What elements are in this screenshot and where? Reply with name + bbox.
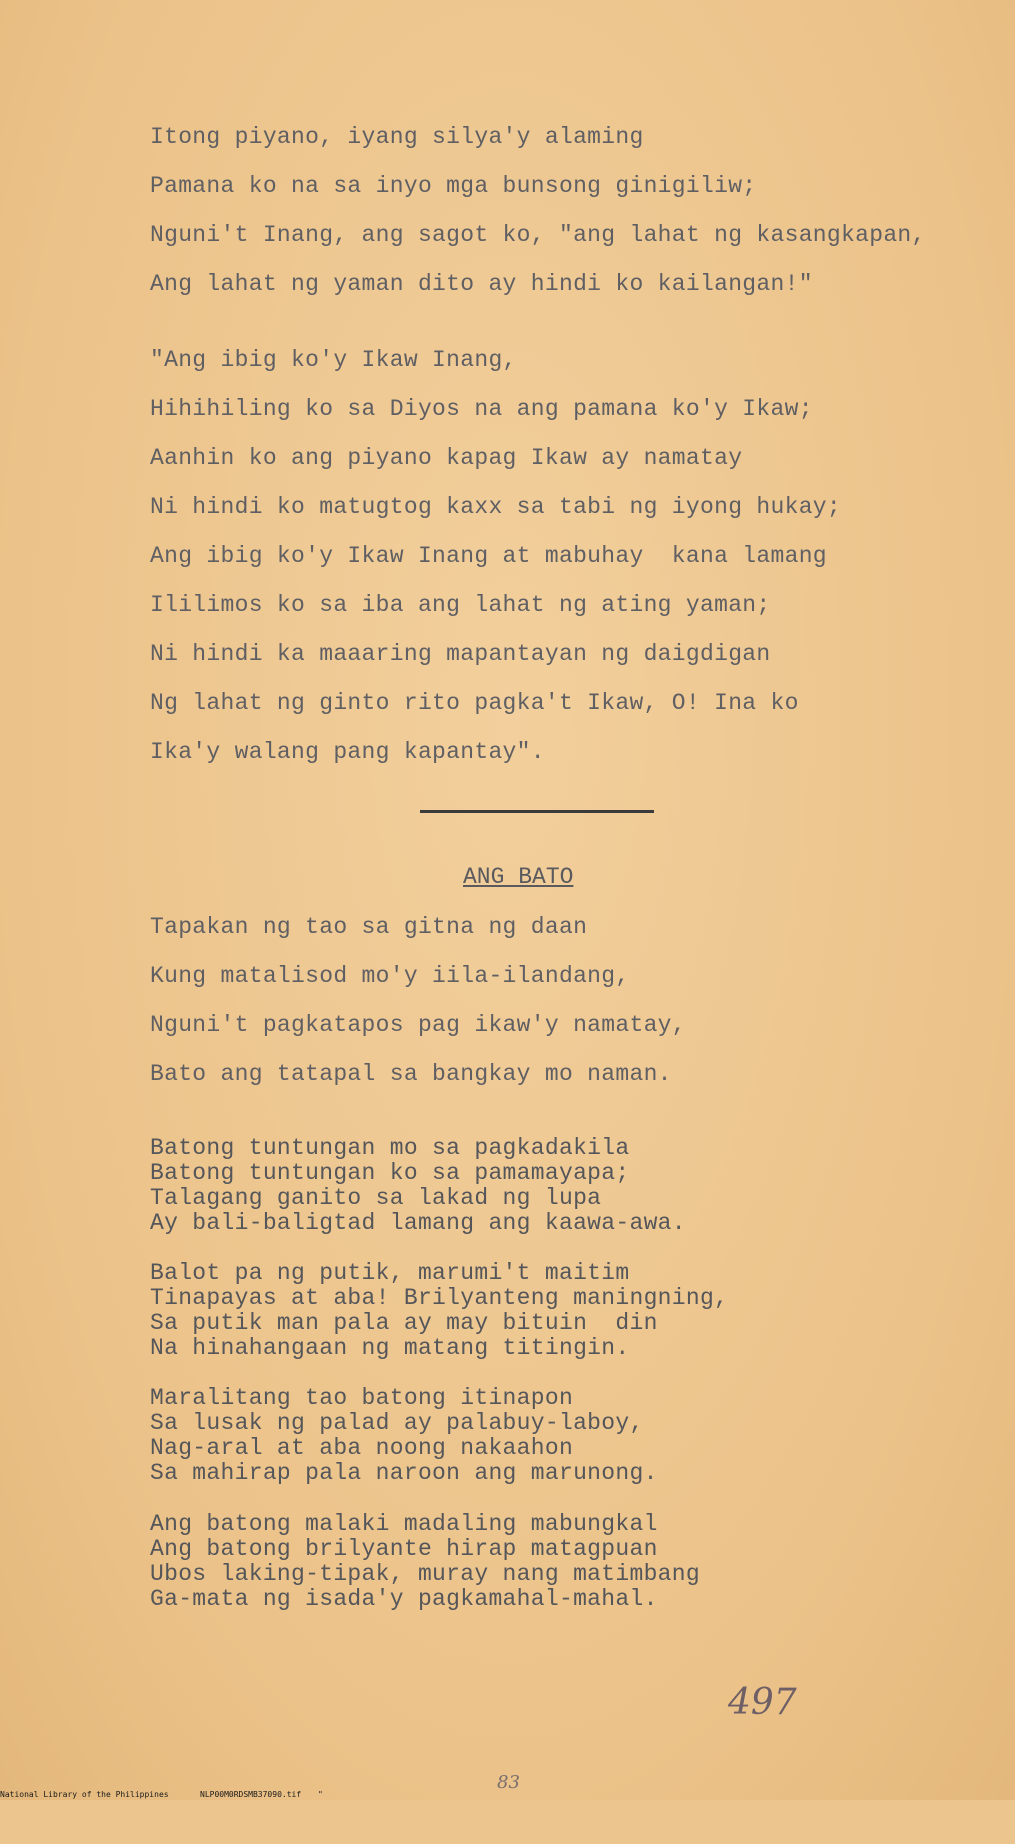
stanza-5	[150, 1261, 728, 1361]
handwritten-page-number: 497	[728, 1682, 797, 1723]
stanza-5-line-1: Balot pa ng putik, marumi't maitim	[150, 1260, 630, 1286]
scan-footer	[0, 1789, 1015, 1800]
stanza-5-line-3: Sa putik man pala ay may bituin din	[150, 1310, 658, 1336]
stanza-6-line-2: Sa lusak ng palad ay palabuy-laboy,	[150, 1410, 644, 1436]
stanza-6-line-4: Sa mahirap pala naroon ang marunong.	[150, 1460, 658, 1486]
stanza-1-line-3: Nguni't Inang, ang sagot ko, "ang lahat ng kasangkapan,	[150, 222, 926, 248]
footer-mark: "	[318, 1790, 323, 1799]
stanza-5-line-4: Na hinahangaan ng matang titingin.	[150, 1335, 630, 1361]
stanza-7	[150, 1512, 700, 1612]
stanza-2	[150, 336, 841, 777]
section-divider	[420, 810, 654, 813]
stanza-2-line-3: Aanhin ko ang piyano kapag Ikaw ay namatay	[150, 445, 743, 471]
stanza-2-line-5: Ang ibig ko'y Ikaw Inang at mabuhay kana lamang	[150, 543, 827, 569]
footer-filename: NLP00M0RDSMB37090.tif	[200, 1790, 302, 1799]
stanza-2-line-8: Ng lahat ng ginto rito pagka't Ikaw, O! Ina ko	[150, 690, 799, 716]
stanza-6-line-3: Nag-aral at aba noong nakaahon	[150, 1435, 574, 1461]
stanza-3-line-4: Bato ang tatapal sa bangkay mo naman.	[150, 1061, 672, 1087]
stanza-2-line-7: Ni hindi ka maaaring mapantayan ng daigdigan	[150, 641, 771, 667]
poem-title: ANG BATO	[463, 864, 574, 890]
stanza-3-line-1: Tapakan ng tao sa gitna ng daan	[150, 914, 588, 940]
stanza-7-line-2: Ang batong brilyante hirap matagpuan	[150, 1536, 658, 1562]
stanza-1	[150, 113, 926, 309]
stanza-4-line-4: Ay bali-baligtad lamang ang kaawa-awa.	[150, 1210, 686, 1236]
stanza-4	[150, 1136, 686, 1236]
stanza-6-line-1: Maralitang tao batong itinapon	[150, 1385, 574, 1411]
stanza-3	[150, 903, 686, 1099]
stanza-2-line-1: "Ang ibig ko'y Ikaw Inang,	[150, 347, 517, 373]
stanza-1-line-1: Itong piyano, iyang silya'y alaming	[150, 124, 644, 150]
stanza-4-line-3: Talagang ganito sa lakad ng lupa	[150, 1185, 602, 1211]
stanza-5-line-2: Tinapayas at aba! Brilyanteng maningning,	[150, 1285, 729, 1311]
stanza-3-line-2: Kung matalisod mo'y iila-ilandang,	[150, 963, 630, 989]
stanza-2-line-6: Ililimos ko sa iba ang lahat ng ating yaman;	[150, 592, 771, 618]
stanza-3-line-3: Nguni't pagkatapos pag ikaw'y namatay,	[150, 1012, 686, 1038]
stanza-4-line-1: Batong tuntungan mo sa pagkadakila	[150, 1135, 630, 1161]
stanza-1-line-4: Ang lahat ng yaman dito ay hindi ko kailangan!"	[150, 271, 813, 297]
folio-number: 83	[497, 1772, 520, 1793]
stanza-4-line-2: Batong tuntungan ko sa pamamayapa;	[150, 1160, 630, 1186]
stanza-7-line-3: Ubos laking-tipak, muray nang matimbang	[150, 1561, 700, 1587]
stanza-2-line-2: Hihihiling ko sa Diyos na ang pamana ko'y Ikaw;	[150, 396, 813, 422]
stanza-1-line-2: Pamana ko na sa inyo mga bunsong ginigiliw;	[150, 173, 757, 199]
stanza-7-line-1: Ang batong malaki madaling mabungkal	[150, 1511, 658, 1537]
stanza-2-line-4: Ni hindi ko matugtog kaxx sa tabi ng iyong hukay;	[150, 494, 842, 520]
stanza-6	[150, 1386, 658, 1486]
stanza-2-line-9: Ika'y walang pang kapantay".	[150, 739, 545, 765]
stanza-7-line-4: Ga-mata ng isada'y pagkamahal-mahal.	[150, 1586, 658, 1612]
footer-library: National Library of the Philippines	[0, 1790, 169, 1799]
